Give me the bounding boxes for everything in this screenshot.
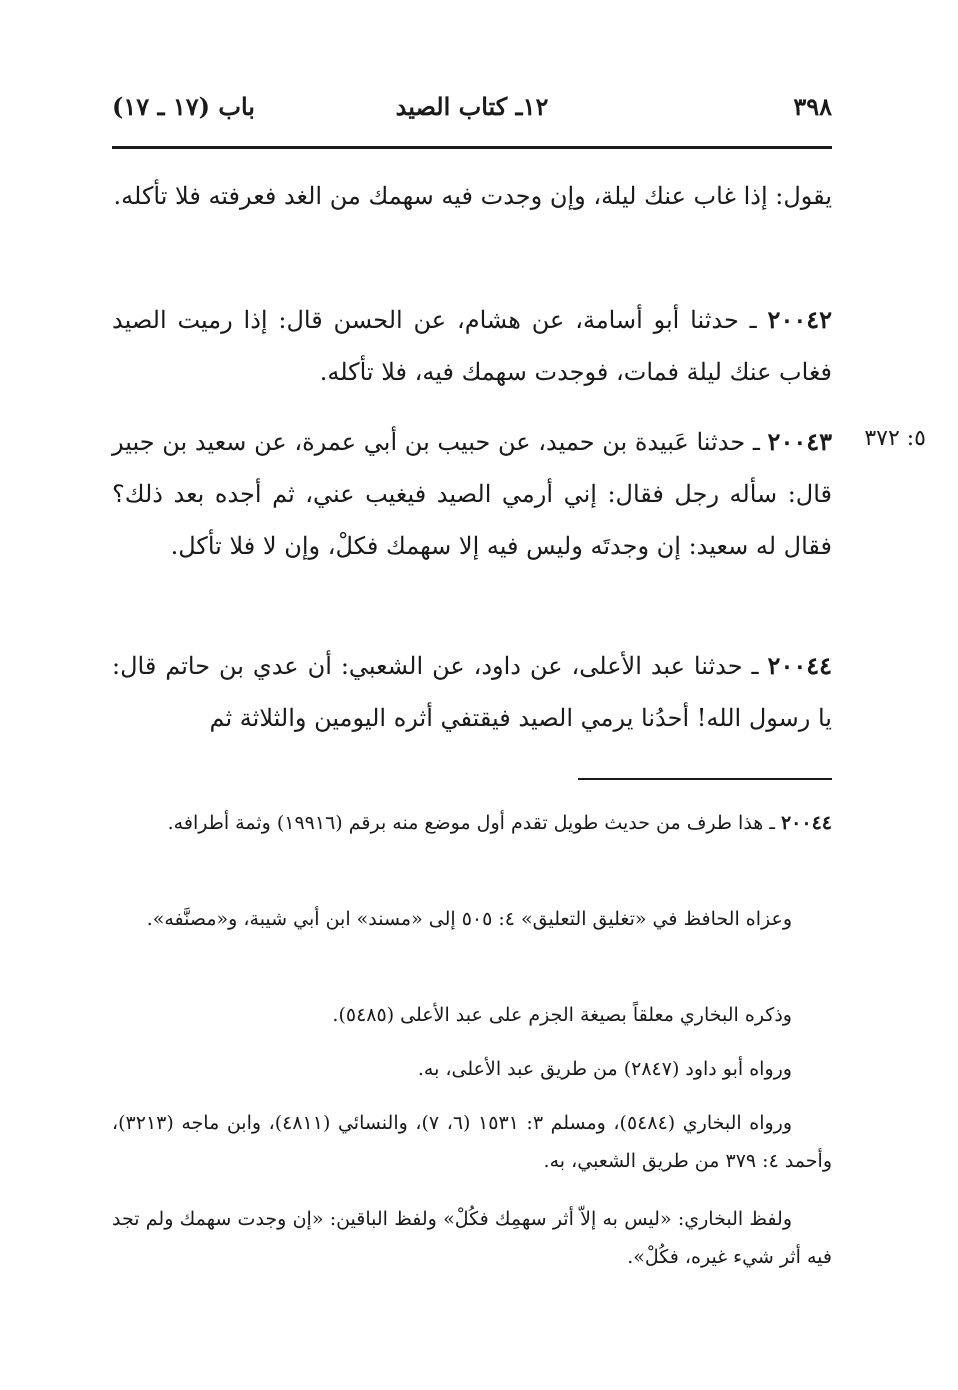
running-title: ١٢ـ كتاب الصيد	[395, 92, 549, 121]
footnote-text: ـ هذا طرف من حديث طويل تقدم أول موضع منه برقم (١٩٩١٦) وثمة أطرافه.	[167, 812, 781, 834]
hadith-20042	[112, 294, 832, 398]
page-header	[112, 92, 832, 132]
hadith-number: ٢٠٠٤٤	[767, 651, 832, 680]
footnote-5: ورواه البخاري (٥٤٨٤)، ومسلم ٣: ١٥٣١ (٦، ٧)، والنسائي (٤٨١١)، وابن ماجه (٣٢١٣)، وأحمد ٤: ٣٧٩ من طريق الشعبي، به.	[112, 1112, 832, 1172]
footnote-rule	[578, 778, 832, 780]
page-number: ٣٩٨	[793, 92, 832, 121]
continuation-paragraph: يقول: إذا غاب عنك ليلة، وإن وجدت فيه سهمك من الغد فعرفته فلا تأكله.	[113, 182, 832, 210]
footnote-number: ٢٠٠٤٤	[780, 812, 832, 834]
hadith-text: ـ حدثنا عبد الأعلى، عن داود، عن الشعبي: أن عدي بن حاتم قال: يا رسول الله! أحدُنا يرمي الصيد فيقتفي أثره اليومين والثلاثة ثم	[112, 652, 832, 732]
hadith-number: ٢٠٠٤٣	[767, 427, 832, 456]
hadith-text: ـ حدثنا عَبيدة بن حميد، عن حبيب بن أبي عمرة، عن سعيد بن جبير قال: سأله رجل فقال: إني أرمي الصيد فيغيب عني، ثم أجده بعد ذلك؟ فقال له سعيد: إن وجدتَه وليس فيه إلا سهمك فكلْ، وإن لا فلا تأكل.	[112, 428, 832, 560]
hadith-text: ـ حدثنا أبو أسامة، عن هشام، عن الحسن قال: إذا رميت الصيد فغاب عنك ليلة فمات، فوجدت سهمك فيه، فلا تأكله.	[112, 306, 832, 386]
footnote-4: ورواه أبو داود (٢٨٤٧) من طريق عبد الأعلى، به.	[417, 1058, 792, 1080]
hadith-20044	[112, 640, 832, 744]
footnote-6: ولفظ البخاري: «ليس به إلاّ أثر سهمِك فكُلْ» ولفظ الباقين: «إن وجدت سهمك ولم تجد فيه أثر شيء غيره، فكُلْ».	[112, 1208, 832, 1268]
footnote-3: وذكره البخاري معلقاً بصيغة الجزم على عبد الأعلى (٥٤٨٥).	[332, 1004, 792, 1026]
footnote-2: وعزاه الحافظ في «تغليق التعليق» ٤: ٥٠٥ إلى «مسند» ابن أبي شيبة، و«مصنَّفه».	[146, 908, 792, 930]
chapter-reference: باب (١٧ ـ ١٧)	[112, 92, 255, 121]
hadith-20043	[112, 416, 832, 572]
header-rule	[112, 146, 832, 149]
hadith-number: ٢٠٠٤٢	[767, 305, 832, 334]
margin-reference: ٥: ٣٧٢	[864, 426, 926, 451]
footnote-1	[112, 804, 832, 842]
